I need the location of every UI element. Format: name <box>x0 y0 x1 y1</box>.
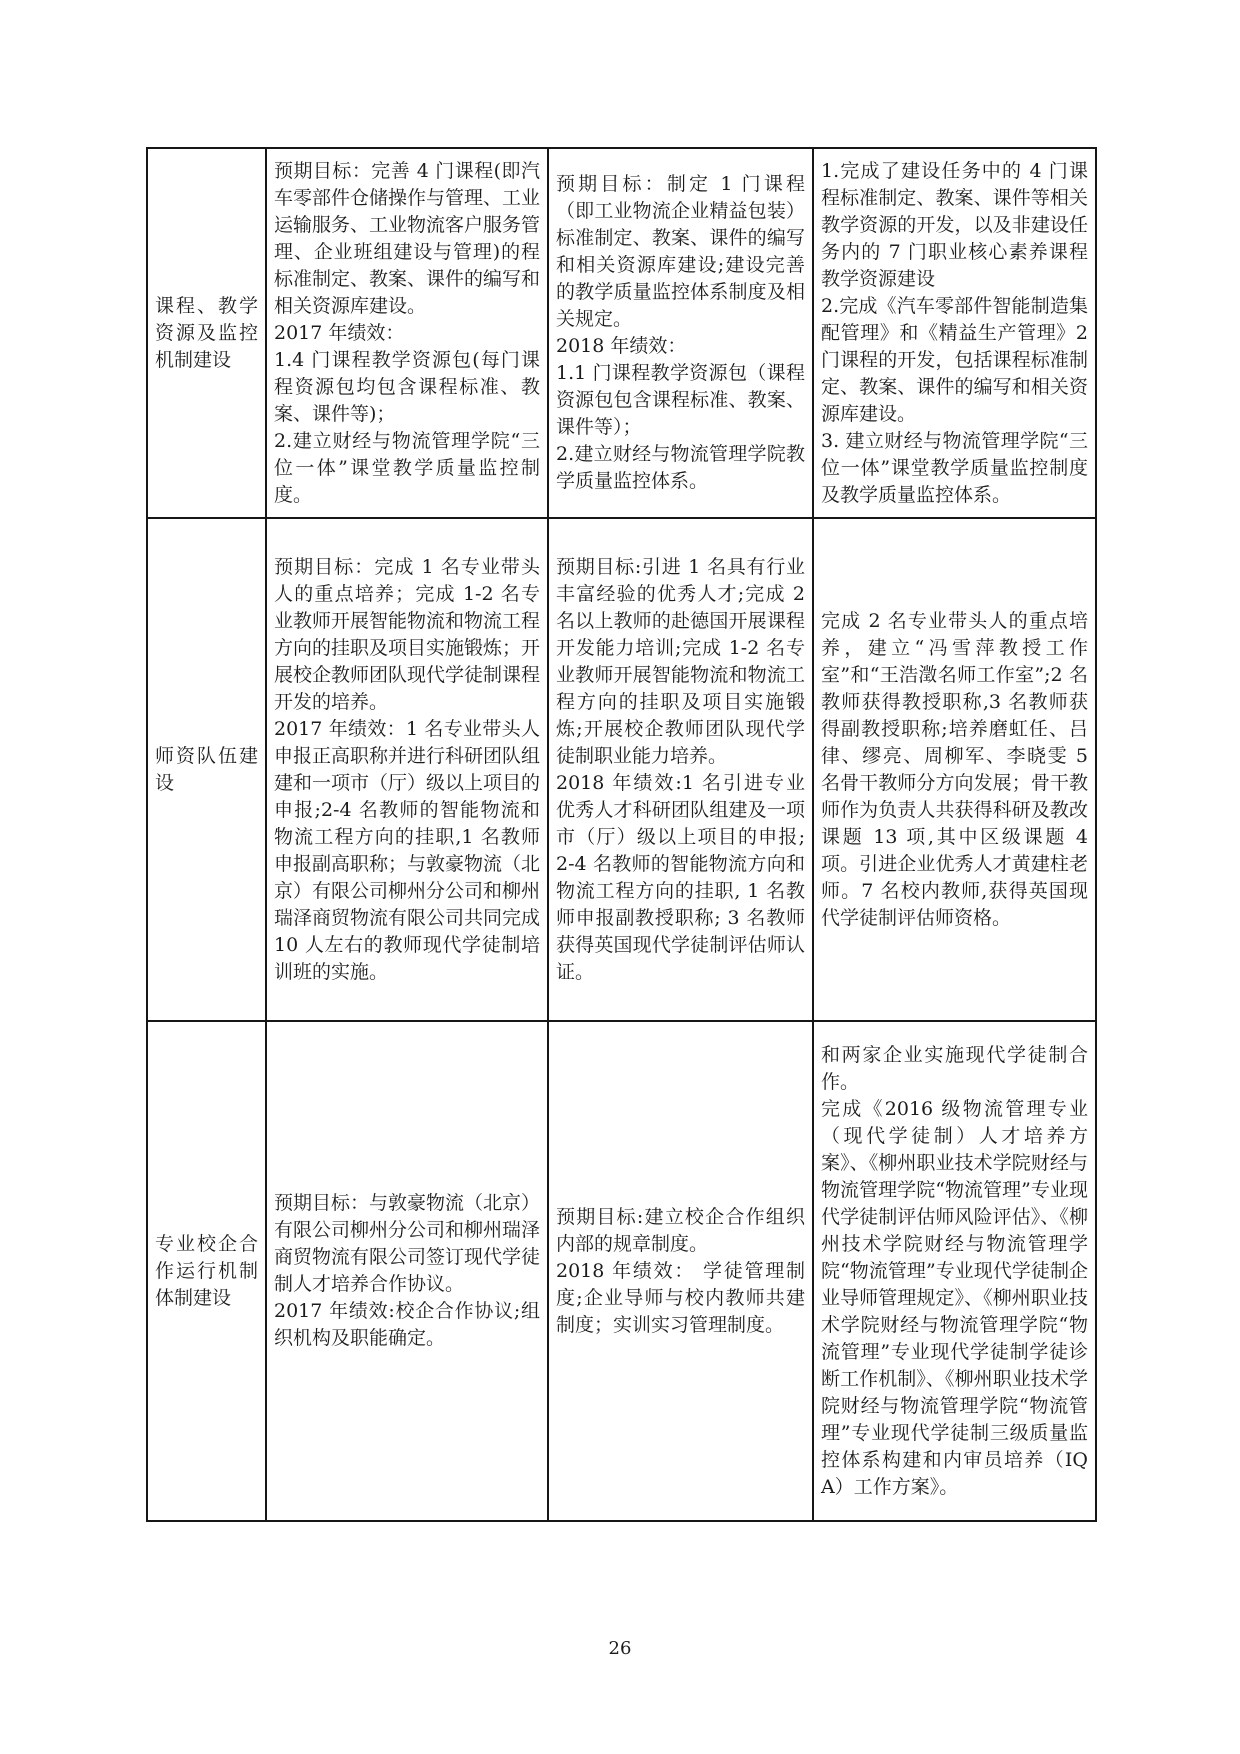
cell-paragraph: 2017 年绩效:校企合作协议;组织机构及职能确定。 <box>274 1300 540 1349</box>
cell-paragraph: 完成《2016 级物流管理专业（现代学徒制）人才培养方案》、《柳州职业技术学院财经与物流管理学院“物流管理”专业现代学徒制评估师风险评估》、《柳州技术学院财经与物流管理学院“物流管理”专业现代学徒制企业导师管理规定》、《柳州职业技术学院财经与物流管理学院“物流管理”专业现代学徒制学徒诊断工作机制》、《柳州职业技术学院财经与物流管理学院“物流管理”专业现代学徒制三级质量监控体系构建和内审员培养（IQA）工作方案》。 <box>821 1097 1088 1498</box>
cell-faculty-results <box>813 518 1096 1021</box>
cell-paragraph: 2.建立财经与物流管理学院“三位一体”课堂教学质量监控制度。 <box>274 429 540 506</box>
cell-cooperation-goal-2017 <box>266 1021 548 1521</box>
cell-paragraph: 1.完成了建设任务中的 4 门课程标准制定、教案、课件等相关教学资源的开发，以及非建设任务内的 7 门职业核心素养课程教学资源建设 <box>821 159 1088 290</box>
cell-curriculum-goal-2018 <box>548 148 813 518</box>
cell-paragraph: 预期目标：与敦豪物流（北京）有限公司柳州分公司和柳州瑞泽商贸物流有限公司签订现代学徒制人才培养合作协议。 <box>274 1192 541 1295</box>
cell-paragraph: 2017 年绩效： <box>274 321 405 344</box>
cell-paragraph: 1.1 门课程教学资源包（课程资源包包含课程标准、教案、课件等）； <box>556 362 805 438</box>
cell-cooperation-goal-2018 <box>548 1021 813 1521</box>
table-row-faculty <box>147 518 1096 1021</box>
cell-paragraph: 完成 2 名专业带头人的重点培养，建立“冯雪萍教授工作室”和“王浩澂名师工作室”;2 名教师获得教授职称,3 名教师获得副教授职称;培养磨虹任、吕律、缪亮、周柳军、李晓雯 5 名骨干教师分方向发展；骨干教师作为负责人共获得科研及教改课题 13 项,其中区级课题 4 项。引进企业优秀人才黄建柱老师。7 名校内教师,获得英国现代学徒制评估师资格。 <box>821 609 1088 929</box>
row-label-cooperation <box>147 1021 266 1521</box>
cell-paragraph: 预期目标:引进 1 名具有行业丰富经验的优秀人才;完成 2 名以上教师的赴德国开展课程开发能力培训;完成 1-2 名专业教师开展智能物流和物流工程方向的挂职及项目实施锻炼;开展校企教师团队现代学徒制职业能力培养。 <box>556 555 805 767</box>
cell-curriculum-results <box>813 148 1096 518</box>
cell-paragraph: 2.建立财经与物流管理学院教学质量监控体系。 <box>556 443 805 492</box>
cell-paragraph: 2018 年绩效： 学徒管理制度;企业导师与校内教师共建制度；实训实习管理制度。 <box>556 1259 805 1336</box>
row-label-curriculum <box>147 148 266 518</box>
cell-paragraph: 预期目标：完成 1 名专业带头人的重点培养；完成 1-2 名专业教师开展智能物流和物流工程方向的挂职及项目实施锻炼；开展校企教师团队现代学徒制课程开发的培养。 <box>274 555 541 713</box>
row-label-text: 师资队伍建设 <box>155 744 258 794</box>
cell-paragraph: 1.4 门课程教学资源包(每门课程资源包均包含课程标准、教案、课件等)； <box>274 348 540 425</box>
cell-paragraph: 2.完成《汽车零部件智能制造集配管理》和《精益生产管理》2 门课程的开发，包括课程标准制定、教案、课件的编写和相关资源库建设。 <box>821 294 1088 425</box>
cell-paragraph: 2017 年绩效：1 名专业带头人申报正高职称并进行科研团队组建和一项市（厅）级以上项目的申报;2-4 名教师的智能物流和物流工程方向的挂职,1 名教师申报副高职称；与敦豪物流（北京）有限公司柳州分公司和柳州瑞泽商贸物流有限公司共同完成 10 人左右的教师现代学徒制培训班的实施。 <box>274 717 541 983</box>
cell-cooperation-results <box>813 1021 1096 1521</box>
cell-paragraph: 2018 年绩效:1 名引进专业优秀人才科研团队组建及一项市（厅）级以上项目的申报; 2-4 名教师的智能物流方向和物流工程方向的挂职, 1 名教师申报副教授职称; 3 名教师获得英国现代学徒制评估师认证。 <box>556 771 805 983</box>
project-progress-table <box>146 147 1097 1522</box>
table-row-cooperation <box>147 1021 1096 1521</box>
cell-paragraph: 预期目标:建立校企合作组织内部的规章制度。 <box>556 1205 805 1255</box>
cell-faculty-goal-2018 <box>548 518 813 1021</box>
table-row-curriculum <box>147 148 1096 518</box>
cell-curriculum-goal-2017 <box>266 148 548 518</box>
cell-faculty-goal-2017 <box>266 518 548 1021</box>
page-number: 26 <box>608 1638 632 1659</box>
cell-paragraph: 2018 年绩效： <box>556 335 687 357</box>
row-label-text: 专业校企合作运行机制体制建设 <box>155 1232 258 1309</box>
row-label-text: 课程、教学资源及监控机制建设 <box>155 294 258 371</box>
cell-paragraph: 预期目标：完善 4 门课程(即汽车零部件仓储操作与管理、工业运输服务、工业物流客户服务管理、企业班组建设与管理)的程标准制定、教案、课件的编写和相关资源库建设。 <box>274 159 541 317</box>
row-label-faculty <box>147 518 266 1021</box>
cell-paragraph: 和两家企业实施现代学徒制合作。 <box>821 1043 1088 1093</box>
cell-paragraph: 3. 建立财经与物流管理学院“三位一体”课堂教学质量监控制度及教学质量监控体系。 <box>821 429 1088 506</box>
cell-paragraph: 预期目标：制定 1 门课程（即工业物流企业精益包装）标准制定、教案、课件的编写和相关资源库建设;建设完善的教学质量监控体系制度及相关规定。 <box>556 173 805 330</box>
